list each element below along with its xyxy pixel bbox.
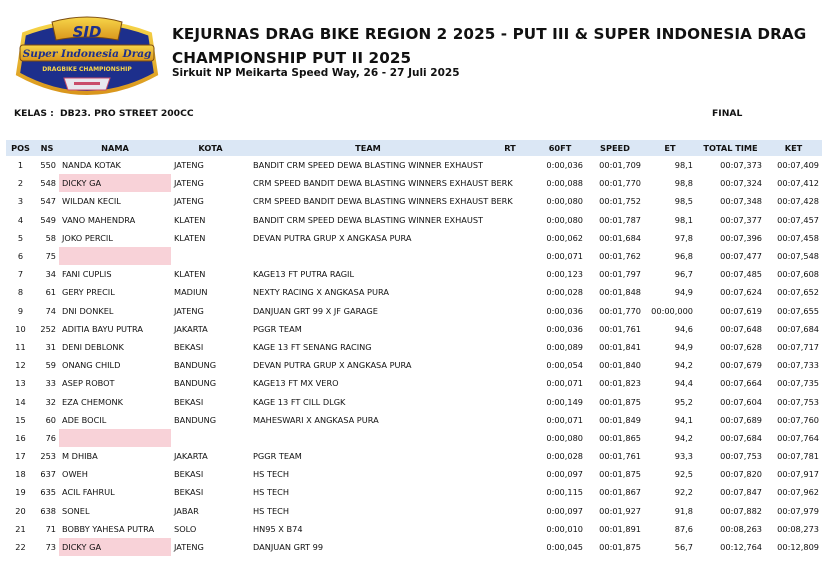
cell-kota: JABAR — [174, 505, 199, 516]
table-row — [6, 374, 822, 392]
cell-et: 94,1 — [674, 414, 693, 425]
cell-rt — [486, 538, 534, 556]
cell-et: 87,6 — [674, 523, 693, 534]
cell-rt — [486, 447, 534, 465]
cell-et: 98,1 — [674, 160, 693, 171]
col-kota: KOTA — [171, 140, 250, 156]
cell-pos: 8 — [17, 287, 24, 298]
cell-ns: 61 — [45, 287, 56, 298]
cell-kota: BEKASI — [174, 341, 204, 352]
cell-nama: DICKY GA — [59, 538, 171, 556]
cell-pos: 22 — [15, 542, 26, 553]
table-row — [6, 447, 822, 465]
cell-kota: BANDUNG — [174, 360, 217, 371]
cell-speed: 00:01,797 — [599, 269, 641, 280]
cell-total-time: 00:08,263 — [720, 523, 762, 534]
cell-pos: 15 — [15, 414, 26, 425]
table-row — [6, 320, 822, 338]
cell-ns: 73 — [45, 542, 56, 553]
cell-ns: 550 — [40, 160, 56, 171]
cell-rt — [486, 356, 534, 374]
cell-speed: 00:01,849 — [599, 414, 641, 425]
cell-pos: 19 — [15, 487, 26, 498]
cell-speed: 00:01,770 — [599, 305, 641, 316]
cell-total-time: 00:07,619 — [720, 305, 762, 316]
cell-total-time: 00:07,882 — [720, 505, 762, 516]
col-rt: RT — [486, 140, 534, 156]
cell-nama: FANI CUPLIS — [62, 269, 112, 280]
cell-et: 00:00,000 — [651, 305, 693, 316]
cell-total-time: 00:07,377 — [720, 214, 762, 225]
cell-et: 95,2 — [674, 396, 693, 407]
cell-ket: 00:12,809 — [777, 542, 819, 553]
cell-team: HS TECH — [253, 505, 290, 516]
cell-et: 93,3 — [674, 451, 693, 462]
cell-total-time: 00:07,396 — [720, 232, 762, 243]
cell-team: PGGR TEAM — [253, 451, 302, 462]
logo-sub-text: DRAGBIKE CHAMPIONSHIP — [42, 66, 132, 73]
cell-et: 94,9 — [674, 341, 693, 352]
cell-ns: 31 — [45, 341, 56, 352]
cell-rt — [486, 502, 534, 520]
cell-ns: 638 — [40, 505, 56, 516]
cell-ket: 00:07,548 — [777, 251, 819, 262]
cell-ket: 00:07,979 — [777, 505, 819, 516]
cell-pos: 9 — [17, 305, 24, 316]
cell-60ft: 0:00,123 — [546, 269, 583, 280]
cell-pos: 16 — [15, 432, 26, 443]
cell-rt — [486, 374, 534, 392]
cell-60ft: 0:00,071 — [546, 414, 583, 425]
cell-nama: M DHIBA — [62, 451, 98, 462]
cell-et: 94,4 — [674, 378, 693, 389]
cell-rt — [486, 520, 534, 538]
cell-ket: 00:07,962 — [777, 487, 819, 498]
cell-nama: DENI DEBLONK — [62, 341, 124, 352]
cell-speed: 00:01,684 — [599, 232, 641, 243]
event-title-line2: CHAMPIONSHIP PUT II 2025 — [172, 49, 412, 67]
cell-ns: 60 — [45, 414, 56, 425]
cell-et: 94,9 — [674, 287, 693, 298]
table-row — [6, 156, 822, 174]
cell-60ft: 0:00,071 — [546, 378, 583, 389]
logo-sid-text: SID — [72, 23, 102, 41]
cell-kota — [171, 429, 250, 447]
cell-speed: 00:01,865 — [599, 432, 641, 443]
cell-ns: 252 — [40, 323, 56, 334]
cell-kota: JATENG — [174, 305, 204, 316]
kelas-label: KELAS : — [14, 108, 54, 119]
cell-60ft: 0:00,115 — [546, 487, 583, 498]
cell-60ft: 0:00,028 — [546, 287, 583, 298]
event-title-line1: KEJURNAS DRAG BIKE REGION 2 2025 - PUT III & SUPER INDONESIA DRAG — [172, 25, 807, 43]
table-row — [6, 229, 822, 247]
cell-total-time: 00:07,679 — [720, 360, 762, 371]
cell-60ft: 0:00,010 — [546, 523, 583, 534]
cell-ket: 00:07,608 — [777, 269, 819, 280]
results-table — [6, 140, 822, 556]
cell-nama: ADE BOCIL — [62, 414, 107, 425]
cell-total-time: 00:07,689 — [720, 414, 762, 425]
cell-nama: DICKY GA — [59, 174, 171, 192]
cell-60ft: 0:00,028 — [546, 451, 583, 462]
cell-total-time: 00:07,348 — [720, 196, 762, 207]
event-title — [172, 22, 806, 70]
cell-speed: 00:01,761 — [599, 323, 641, 334]
cell-team: BANDIT CRM SPEED DEWA BLASTING WINNER EXHAUST — [253, 214, 484, 225]
cell-60ft: 0:00,149 — [546, 396, 583, 407]
table-row — [6, 338, 822, 356]
cell-speed: 00:01,787 — [599, 214, 641, 225]
cell-nama: BOBBY YAHESA PUTRA — [62, 523, 155, 534]
cell-nama: ACIL FAHRUL — [62, 487, 115, 498]
cell-total-time: 00:07,477 — [720, 251, 762, 262]
cell-et: 94,2 — [674, 360, 693, 371]
cell-pos: 13 — [15, 378, 26, 389]
cell-rt — [486, 302, 534, 320]
cell-total-time: 00:07,753 — [720, 451, 762, 462]
cell-60ft: 0:00,097 — [546, 469, 583, 480]
stage-label: FINAL — [712, 108, 743, 119]
cell-60ft: 0:00,088 — [546, 178, 583, 189]
cell-ket: 00:07,717 — [777, 341, 819, 352]
table-row — [6, 465, 822, 483]
col-nama: NAMA — [59, 140, 171, 156]
cell-ns: 33 — [45, 378, 56, 389]
cell-rt — [486, 156, 534, 174]
cell-ket: 00:07,735 — [777, 378, 819, 389]
cell-ket: 00:07,652 — [777, 287, 819, 298]
cell-kota: BEKASI — [174, 469, 204, 480]
table-header-row — [6, 140, 822, 156]
cell-ket: 00:07,458 — [777, 232, 819, 243]
cell-pos: 7 — [17, 269, 24, 280]
cell-kota: BEKASI — [174, 487, 204, 498]
cell-et: 91,8 — [674, 505, 693, 516]
cell-total-time: 00:07,373 — [720, 160, 762, 171]
cell-ket: 00:08,273 — [777, 523, 819, 534]
cell-60ft: 0:00,080 — [546, 432, 583, 443]
cell-speed: 00:01,875 — [599, 469, 641, 480]
cell-kota: BANDUNG — [174, 378, 217, 389]
cell-team: HS TECH — [253, 469, 290, 480]
cell-et: 56,7 — [674, 542, 693, 553]
cell-kota: MADIUN — [174, 287, 208, 298]
cell-team: KAGE13 FT MX VERO — [253, 378, 339, 389]
cell-60ft: 0:00,062 — [546, 232, 583, 243]
cell-nama: ONANG CHILD — [62, 360, 121, 371]
cell-60ft: 0:00,036 — [546, 160, 583, 171]
cell-total-time: 00:07,624 — [720, 287, 762, 298]
sid-logo — [14, 16, 160, 102]
cell-total-time: 00:07,664 — [720, 378, 762, 389]
cell-nama: EZA CHEMONK — [62, 396, 124, 407]
cell-60ft: 0:00,036 — [546, 323, 583, 334]
cell-pos: 3 — [17, 196, 24, 207]
cell-ket: 00:07,760 — [777, 414, 819, 425]
cell-nama: OWEH — [62, 469, 88, 480]
cell-total-time: 00:07,684 — [720, 432, 762, 443]
cell-kota: BEKASI — [174, 396, 204, 407]
cell-pos: 20 — [15, 505, 26, 516]
cell-ket: 00:07,684 — [777, 323, 819, 334]
cell-team: DANJUAN GRT 99 X JF GARAGE — [253, 305, 378, 316]
cell-speed: 00:01,841 — [599, 341, 641, 352]
cell-et: 94,2 — [674, 432, 693, 443]
table-row — [6, 502, 822, 520]
cell-ns: 549 — [40, 214, 56, 225]
table-row — [6, 211, 822, 229]
cell-et: 98,1 — [674, 214, 693, 225]
cell-pos: 14 — [15, 396, 26, 407]
cell-team — [250, 247, 486, 265]
cell-60ft: 0:00,097 — [546, 505, 583, 516]
cell-ket: 00:07,409 — [777, 160, 819, 171]
cell-speed: 00:01,762 — [599, 251, 641, 262]
cell-team: HS TECH — [253, 487, 290, 498]
cell-team: KAGE13 FT PUTRA RAGIL — [253, 269, 355, 280]
cell-speed: 00:01,848 — [599, 287, 641, 298]
cell-speed: 00:01,752 — [599, 196, 641, 207]
cell-ns: 71 — [45, 523, 56, 534]
cell-pos: 4 — [17, 214, 24, 225]
cell-kota: JAKARTA — [174, 451, 208, 462]
cell-60ft: 0:00,054 — [546, 360, 583, 371]
cell-kota: JATENG — [174, 542, 204, 553]
cell-kota: JATENG — [174, 196, 204, 207]
cell-total-time: 00:07,324 — [720, 178, 762, 189]
cell-60ft: 0:00,080 — [546, 196, 583, 207]
cell-nama — [59, 429, 171, 447]
cell-60ft: 0:00,080 — [546, 214, 583, 225]
cell-60ft: 0:00,036 — [546, 305, 583, 316]
cell-ns: 637 — [40, 469, 56, 480]
cell-speed: 00:01,770 — [599, 178, 641, 189]
cell-ket: 00:07,412 — [777, 178, 819, 189]
table-row — [6, 302, 822, 320]
cell-team: MAHESWARI X ANGKASA PURA — [253, 414, 379, 425]
table-row — [6, 520, 822, 538]
cell-rt — [486, 247, 534, 265]
cell-nama: VANO MAHENDRA — [62, 214, 136, 225]
cell-speed: 00:01,891 — [599, 523, 641, 534]
cell-ns: 635 — [40, 487, 56, 498]
cell-kota: BANDUNG — [174, 414, 217, 425]
cell-team: CRM SPEED BANDIT DEWA BLASTING WINNERS EXHAUST BERK — [253, 178, 513, 189]
cell-team: KAGE 13 FT CILL DLGK — [253, 396, 346, 407]
cell-team: BANDIT CRM SPEED DEWA BLASTING WINNER EXHAUST — [253, 160, 484, 171]
cell-ns: 34 — [45, 269, 56, 280]
cell-rt — [486, 392, 534, 410]
cell-speed: 00:01,761 — [599, 451, 641, 462]
cell-nama: NANDA KOTAK — [62, 160, 121, 171]
cell-nama: ASEP ROBOT — [62, 378, 115, 389]
table-row — [6, 483, 822, 501]
cell-pos: 21 — [15, 523, 26, 534]
cell-speed: 00:01,927 — [599, 505, 641, 516]
table-row — [6, 538, 822, 556]
cell-kota: KLATEN — [174, 269, 206, 280]
cell-nama: ADITIA BAYU PUTRA — [62, 323, 144, 334]
cell-ns: 75 — [45, 251, 56, 262]
cell-team: NEXTY RACING X ANGKASA PURA — [253, 287, 389, 298]
cell-et: 98,8 — [674, 178, 693, 189]
cell-et: 92,5 — [674, 469, 693, 480]
col-et: ET — [644, 140, 696, 156]
table-row — [6, 392, 822, 410]
cell-ns: 548 — [40, 178, 56, 189]
cell-rt — [486, 465, 534, 483]
cell-pos: 11 — [15, 341, 26, 352]
table-row — [6, 283, 822, 301]
cell-speed: 00:01,875 — [599, 542, 641, 553]
cell-kota: KLATEN — [174, 232, 206, 243]
col-speed: SPEED — [586, 140, 644, 156]
cell-ns: 59 — [45, 360, 56, 371]
cell-pos: 12 — [15, 360, 26, 371]
table-row — [6, 411, 822, 429]
cell-pos: 1 — [17, 160, 24, 171]
cell-kota: JATENG — [174, 160, 204, 171]
cell-60ft: 0:00,045 — [546, 542, 583, 553]
cell-ns: 32 — [45, 396, 56, 407]
cell-rt — [486, 229, 534, 247]
logo-band-text: Super Indonesia Drag — [22, 48, 152, 60]
event-subtitle: Sirkuit NP Meikarta Speed Way, 26 - 27 Juli 2025 — [172, 67, 460, 79]
cell-kota: JATENG — [174, 178, 204, 189]
cell-et: 96,8 — [674, 251, 693, 262]
cell-pos: 5 — [17, 232, 24, 243]
cell-speed: 00:01,875 — [599, 396, 641, 407]
cell-ket: 00:07,764 — [777, 432, 819, 443]
cell-rt — [486, 211, 534, 229]
cell-et: 92,2 — [674, 487, 693, 498]
cell-nama: SONEL — [62, 505, 90, 516]
cell-pos: 18 — [15, 469, 26, 480]
col-ns: NS — [35, 140, 59, 156]
cell-et: 94,6 — [674, 323, 693, 334]
cell-rt — [486, 320, 534, 338]
cell-kota — [171, 247, 250, 265]
cell-total-time: 00:07,847 — [720, 487, 762, 498]
col-pos: POS — [6, 140, 35, 156]
cell-60ft: 0:00,089 — [546, 341, 583, 352]
col-team: TEAM — [250, 140, 486, 156]
cell-speed: 00:01,867 — [599, 487, 641, 498]
cell-nama: DNI DONKEL — [62, 305, 114, 316]
cell-team: KAGE 13 FT SENANG RACING — [253, 341, 372, 352]
cell-speed: 00:01,840 — [599, 360, 641, 371]
cell-ket: 00:07,781 — [777, 451, 819, 462]
cell-et: 96,7 — [674, 269, 693, 280]
cell-et: 97,8 — [674, 232, 693, 243]
cell-total-time: 00:07,628 — [720, 341, 762, 352]
cell-team: PGGR TEAM — [253, 323, 302, 334]
cell-kota: JAKARTA — [174, 323, 208, 334]
cell-total-time: 00:07,604 — [720, 396, 762, 407]
cell-speed: 00:01,823 — [599, 378, 641, 389]
cell-team: DEVAN PUTRA GRUP X ANGKASA PURA — [253, 232, 412, 243]
cell-rt — [486, 429, 534, 447]
cell-pos: 2 — [17, 178, 24, 189]
cell-rt — [486, 483, 534, 501]
cell-pos: 6 — [17, 251, 24, 262]
cell-rt — [486, 283, 534, 301]
cell-total-time: 00:07,485 — [720, 269, 762, 280]
cell-rt — [486, 338, 534, 356]
col-total-time: TOTAL TIME — [696, 140, 765, 156]
kelas-value: DB23. PRO STREET 200CC — [60, 108, 194, 119]
cell-speed: 00:01,709 — [599, 160, 641, 171]
cell-rt — [486, 265, 534, 283]
cell-team — [250, 429, 486, 447]
cell-team: DANJUAN GRT 99 — [253, 542, 324, 553]
cell-nama: WILDAN KECIL — [62, 196, 121, 207]
cell-total-time: 00:07,648 — [720, 323, 762, 334]
cell-ns: 74 — [45, 305, 56, 316]
cell-ns: 58 — [45, 232, 56, 243]
cell-ket: 00:07,733 — [777, 360, 819, 371]
table-row — [6, 429, 822, 447]
cell-team: CRM SPEED BANDIT DEWA BLASTING WINNERS EXHAUST BERK — [253, 196, 513, 207]
cell-team: HN95 X B74 — [253, 523, 303, 534]
table-row — [6, 192, 822, 210]
cell-total-time: 00:12,764 — [720, 542, 762, 553]
cell-nama — [59, 247, 171, 265]
cell-total-time: 00:07,820 — [720, 469, 762, 480]
cell-pos: 17 — [15, 451, 26, 462]
cell-ns: 76 — [45, 432, 56, 443]
cell-ket: 00:07,457 — [777, 214, 819, 225]
cell-kota: SOLO — [174, 523, 197, 534]
cell-kota: KLATEN — [174, 214, 206, 225]
cell-et: 98,5 — [674, 196, 693, 207]
col-60ft: 60FT — [534, 140, 586, 156]
table-row — [6, 247, 822, 265]
cell-ket: 00:07,655 — [777, 305, 819, 316]
cell-team: DEVAN PUTRA GRUP X ANGKASA PURA — [253, 360, 412, 371]
cell-nama: GERY PRECIL — [62, 287, 115, 298]
col-ket: KET — [765, 140, 822, 156]
cell-ket: 00:07,917 — [777, 469, 819, 480]
cell-nama: JOKO PERCIL — [62, 232, 113, 243]
table-row — [6, 265, 822, 283]
cell-60ft: 0:00,071 — [546, 251, 583, 262]
cell-ns: 253 — [40, 451, 56, 462]
cell-ket: 00:07,428 — [777, 196, 819, 207]
cell-pos: 10 — [15, 323, 26, 334]
cell-ket: 00:07,753 — [777, 396, 819, 407]
table-row — [6, 174, 822, 192]
table-row — [6, 356, 822, 374]
cell-ns: 547 — [40, 196, 56, 207]
cell-rt — [486, 411, 534, 429]
